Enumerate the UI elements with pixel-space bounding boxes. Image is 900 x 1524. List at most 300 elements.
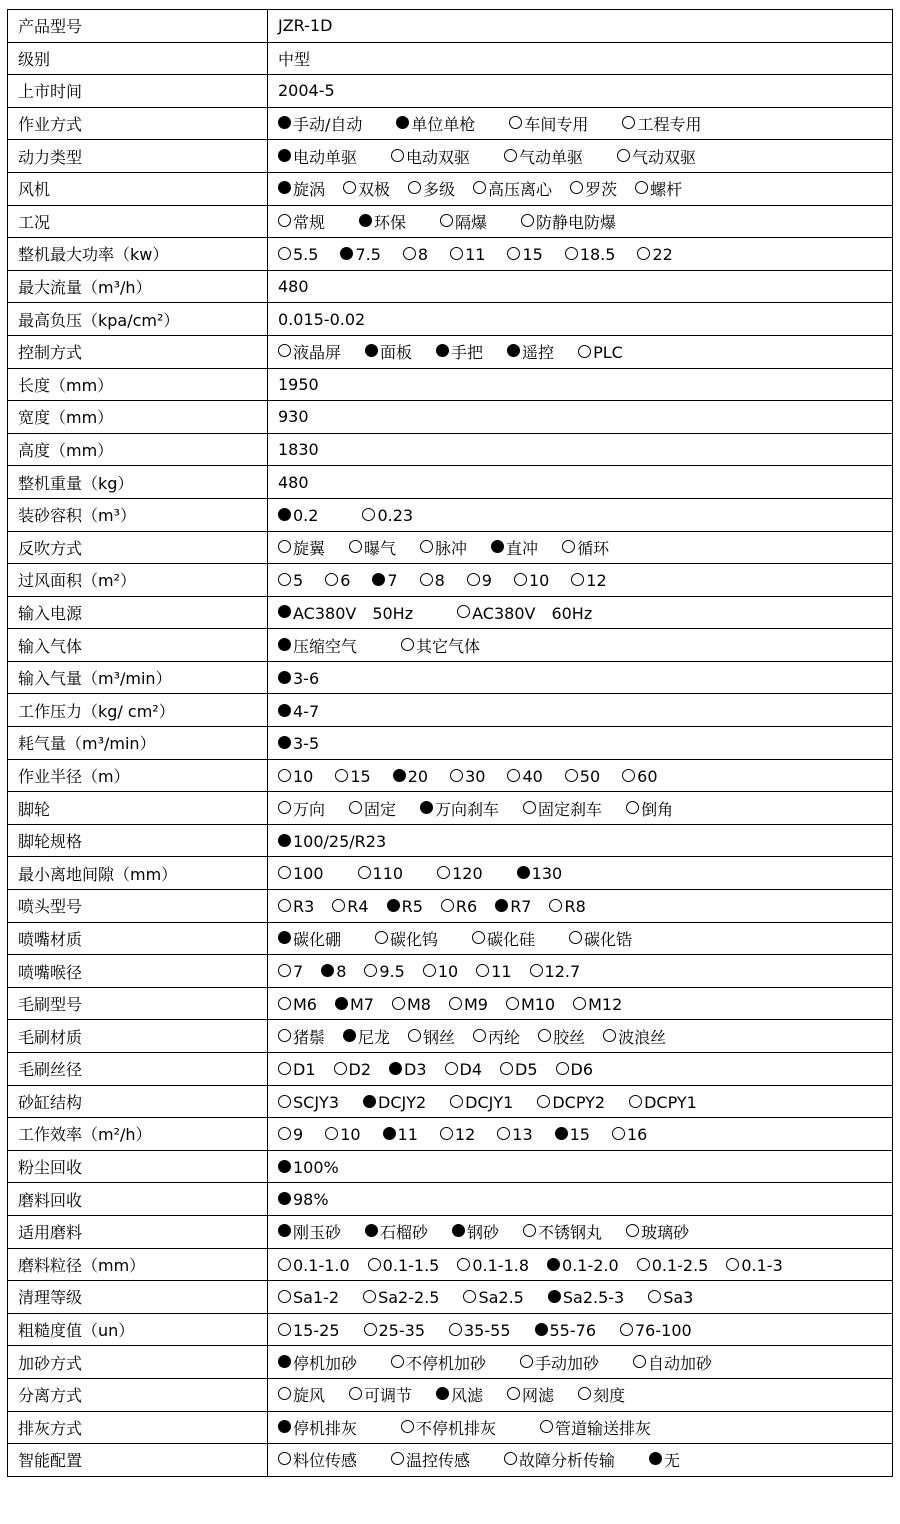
option-item [648, 1287, 693, 1307]
empty-circle-icon [612, 1127, 625, 1140]
option-item [278, 766, 313, 786]
option-item [278, 896, 314, 916]
table-row [8, 303, 893, 336]
table-row [8, 661, 893, 694]
option-item [368, 1255, 440, 1275]
option-label: 15 [522, 245, 543, 265]
table-row [8, 270, 893, 303]
empty-circle-icon [538, 1029, 551, 1042]
empty-circle-icon [457, 605, 470, 618]
option-label: 11 [491, 962, 512, 982]
row-value [268, 1150, 893, 1183]
option-item [555, 1124, 590, 1144]
option-label: 5.5 [293, 245, 319, 265]
row-label: 耗气量（m³/min） [8, 727, 268, 760]
empty-circle-icon [368, 1258, 381, 1271]
row-value [268, 205, 893, 238]
option-label: 车间专用 [524, 115, 589, 135]
empty-circle-icon [278, 1127, 291, 1140]
row-label: 智能配置 [8, 1444, 268, 1477]
option-label: Sa1-2 [293, 1288, 340, 1308]
option-item [626, 797, 673, 820]
option-label: D1 [293, 1060, 316, 1080]
filled-circle-icon [452, 1224, 465, 1237]
row-label: 风机 [8, 172, 268, 205]
option-item [617, 145, 696, 168]
option-item [449, 994, 488, 1014]
option-item [363, 1287, 439, 1307]
option-label: 15-25 [293, 1320, 340, 1340]
option-item [603, 1025, 666, 1048]
option-item [335, 994, 374, 1014]
row-label: 工作压力（kg/ cm²） [8, 694, 268, 727]
option-label: 10 [293, 766, 314, 786]
option-label: M9 [463, 994, 488, 1014]
row-label: 上市时间 [8, 75, 268, 108]
option-item [278, 1059, 316, 1079]
option-item [535, 1320, 597, 1340]
row-label: 输入电源 [8, 596, 268, 629]
filled-circle-icon [393, 769, 406, 782]
option-label: 工程专用 [637, 115, 702, 135]
option-label: 遥控 [522, 343, 555, 363]
option-item [549, 896, 585, 916]
option-item [633, 1351, 712, 1374]
empty-circle-icon [569, 931, 582, 944]
option-item [278, 1255, 350, 1275]
option-item [364, 961, 404, 981]
option-label: 8 [336, 962, 347, 982]
option-item [517, 863, 563, 883]
option-label: 故障分析传输 [519, 1451, 616, 1471]
row-value [268, 922, 893, 955]
empty-circle-icon [278, 214, 291, 227]
option-label: 8 [417, 245, 429, 265]
table-row [8, 1215, 893, 1248]
row-label: 毛刷型号 [8, 987, 268, 1020]
row-label: 宽度（mm） [8, 401, 268, 434]
table-row [8, 498, 893, 531]
filled-circle-icon [278, 638, 291, 651]
table-row [8, 10, 893, 43]
option-label: AC380V 60Hz [472, 603, 593, 623]
option-label: Sa2.5 [478, 1288, 524, 1308]
row-value [268, 1313, 893, 1346]
option-label: 环保 [374, 212, 407, 232]
row-value [268, 661, 893, 694]
option-label: 16 [626, 1125, 648, 1145]
option-label: 15 [569, 1125, 590, 1145]
empty-circle-icon [635, 181, 648, 194]
option-label: 3-6 [293, 668, 320, 688]
row-label: 级别 [8, 42, 268, 75]
row-label: 脚轮 [8, 792, 268, 825]
row-label: 清理等级 [8, 1281, 268, 1314]
option-label: R8 [564, 897, 586, 917]
option-label: 碳化硼 [293, 929, 342, 949]
empty-circle-icon [620, 1323, 633, 1336]
empty-circle-icon [401, 1420, 414, 1433]
option-label: 40 [522, 766, 543, 786]
empty-circle-icon [391, 1452, 404, 1465]
empty-circle-icon [523, 1224, 536, 1237]
row-label: 整机重量（kg） [8, 466, 268, 499]
option-label: 碳化钨 [390, 929, 439, 949]
empty-circle-icon [565, 247, 578, 260]
option-label: D6 [570, 1060, 593, 1080]
empty-circle-icon [520, 1355, 533, 1368]
option-item [523, 1220, 602, 1243]
empty-circle-icon [408, 181, 421, 194]
option-item [278, 1025, 325, 1048]
option-item [562, 536, 609, 559]
option-item [278, 1287, 339, 1307]
option-label: M12 [588, 994, 623, 1014]
filled-circle-icon [335, 997, 348, 1010]
filled-circle-icon [372, 573, 385, 586]
option-item [445, 1059, 483, 1079]
option-label: 0.2 [293, 505, 319, 525]
option-label: 50 [579, 766, 601, 786]
option-item [401, 634, 480, 657]
empty-circle-icon [637, 247, 650, 260]
option-item [278, 1448, 357, 1471]
option-item [476, 961, 511, 981]
table-row [8, 466, 893, 499]
option-item [391, 1351, 486, 1374]
empty-circle-icon [437, 866, 450, 879]
option-item [396, 112, 475, 135]
row-label: 整机最大功率（kw） [8, 238, 268, 271]
empty-circle-icon [571, 573, 584, 586]
filled-circle-icon [649, 1452, 662, 1465]
option-label: 可调节 [364, 1386, 413, 1406]
option-label: 手动加砂 [535, 1353, 600, 1373]
row-value [268, 1053, 893, 1086]
option-item [343, 177, 390, 200]
empty-circle-icon [278, 801, 291, 814]
option-item [365, 340, 412, 363]
row-value: 480 [268, 466, 893, 499]
empty-circle-icon [500, 1062, 513, 1075]
empty-circle-icon [549, 899, 562, 912]
option-item [452, 1220, 499, 1243]
option-label: 旋翼 [293, 538, 326, 558]
empty-circle-icon [278, 1452, 291, 1465]
empty-circle-icon [278, 964, 291, 977]
option-label: 料位传感 [293, 1451, 358, 1471]
option-label: 猪鬃 [293, 1027, 326, 1047]
option-item [372, 570, 397, 590]
table-row [8, 1085, 893, 1118]
empty-circle-icon [420, 540, 433, 553]
table-row [8, 1150, 893, 1183]
option-item [635, 177, 682, 200]
row-label: 动力类型 [8, 140, 268, 173]
empty-circle-icon [364, 964, 377, 977]
row-value [268, 1411, 893, 1444]
option-label: 22 [652, 245, 673, 265]
option-item [507, 766, 542, 786]
empty-circle-icon [578, 1387, 591, 1400]
option-item [538, 1025, 585, 1048]
option-label: 高压离心 [488, 180, 553, 200]
empty-circle-icon [278, 866, 291, 879]
option-item [440, 1124, 475, 1144]
option-label: 玻璃砂 [641, 1223, 690, 1243]
option-label: 管道输送排灰 [555, 1418, 652, 1438]
empty-circle-icon [622, 769, 635, 782]
option-label: 100/25/R23 [293, 831, 387, 851]
empty-circle-icon [278, 1387, 291, 1400]
row-label: 装砂容积（m³） [8, 498, 268, 531]
row-label: 工况 [8, 205, 268, 238]
option-item [325, 570, 350, 590]
option-item [523, 797, 602, 820]
empty-circle-icon [278, 573, 291, 586]
option-label: M8 [406, 994, 431, 1014]
row-label: 输入气量（m³/min） [8, 661, 268, 694]
option-label: 11 [465, 245, 486, 265]
option-label: PLC [593, 342, 623, 362]
filled-circle-icon [396, 116, 409, 129]
option-label: 10 [528, 571, 550, 591]
option-label: 曝气 [364, 538, 397, 558]
option-label: 8 [434, 571, 445, 591]
option-item [278, 733, 319, 753]
empty-circle-icon [450, 247, 463, 260]
option-label: 固定 [364, 799, 397, 819]
empty-circle-icon [363, 1290, 376, 1303]
option-item [420, 797, 499, 820]
row-label: 最小离地间隙（mm） [8, 857, 268, 890]
row-value [268, 955, 893, 988]
option-label: 丙纶 [488, 1027, 521, 1047]
option-item [449, 1320, 511, 1340]
option-label: R7 [510, 897, 532, 917]
filled-circle-icon [278, 1192, 291, 1205]
filled-circle-icon [363, 1095, 376, 1108]
empty-circle-icon [626, 801, 639, 814]
table-row [8, 955, 893, 988]
option-item [457, 1255, 529, 1275]
option-label: 液晶屏 [293, 343, 342, 363]
row-label: 磨料粒径（mm） [8, 1248, 268, 1281]
option-item [420, 536, 467, 559]
empty-circle-icon [506, 997, 519, 1010]
option-label: 刚玉砂 [293, 1223, 342, 1243]
option-item [362, 505, 413, 525]
row-value [268, 857, 893, 890]
row-value [268, 1248, 893, 1281]
option-label: 防静电防爆 [536, 212, 617, 232]
empty-circle-icon [349, 540, 362, 553]
option-item [571, 570, 606, 590]
empty-circle-icon [562, 540, 575, 553]
option-item [622, 112, 701, 135]
empty-circle-icon [637, 1258, 650, 1271]
option-label: 钢砂 [467, 1223, 500, 1243]
option-label: 100% [293, 1157, 339, 1177]
option-label: 10 [437, 962, 459, 982]
option-label: 0.1-2.0 [562, 1255, 619, 1275]
option-label: 罗茨 [585, 180, 618, 200]
option-item [530, 961, 581, 981]
option-item [278, 145, 357, 168]
row-value [268, 1085, 893, 1118]
filled-circle-icon [278, 1160, 291, 1173]
empty-circle-icon [648, 1290, 661, 1303]
option-item [491, 536, 538, 559]
option-item [637, 1255, 709, 1275]
option-item [565, 766, 600, 786]
option-item [278, 112, 362, 135]
option-item [649, 1448, 680, 1471]
empty-circle-icon [622, 116, 635, 129]
empty-circle-icon [278, 769, 291, 782]
option-item [504, 145, 583, 168]
filled-circle-icon [436, 344, 449, 357]
option-label: 停机加砂 [293, 1353, 358, 1373]
row-value [268, 792, 893, 825]
option-label: 不锈钢丸 [538, 1223, 603, 1243]
row-label: 工作效率（m²/h） [8, 1118, 268, 1151]
row-value: 1950 [268, 368, 893, 401]
filled-circle-icon [548, 1290, 561, 1303]
empty-circle-icon [463, 1290, 476, 1303]
table-row [8, 1444, 893, 1477]
option-item [393, 766, 428, 786]
row-value [268, 1215, 893, 1248]
option-label: 60 [637, 766, 658, 786]
option-item [726, 1255, 782, 1275]
option-item [349, 536, 396, 559]
option-item [278, 831, 386, 851]
empty-circle-icon [504, 149, 517, 162]
empty-circle-icon [278, 1095, 291, 1108]
option-label: 双极 [358, 180, 391, 200]
option-label: 120 [452, 864, 483, 884]
empty-circle-icon [349, 1387, 362, 1400]
option-label: 自动加砂 [648, 1353, 713, 1373]
row-value [268, 1346, 893, 1379]
option-label: 100 [293, 864, 324, 884]
option-item [620, 1320, 692, 1340]
row-value: 1830 [268, 433, 893, 466]
table-row [8, 922, 893, 955]
filled-circle-icon [343, 1029, 356, 1042]
filled-circle-icon [278, 671, 291, 684]
option-label: 5 [293, 571, 304, 591]
option-item [473, 177, 552, 200]
filled-circle-icon [321, 964, 334, 977]
table-row [8, 1248, 893, 1281]
option-item [278, 701, 319, 721]
option-item [335, 766, 370, 786]
option-item [504, 1448, 615, 1471]
row-value [268, 824, 893, 857]
option-item [278, 210, 325, 233]
option-item [278, 961, 303, 981]
option-item [278, 994, 317, 1014]
option-item [375, 927, 438, 950]
option-item [278, 1092, 339, 1112]
option-item [278, 1351, 357, 1374]
row-label: 脚轮规格 [8, 824, 268, 857]
row-label: 反吹方式 [8, 531, 268, 564]
option-label: 电动单驱 [293, 147, 358, 167]
option-item [420, 570, 445, 590]
filled-circle-icon [507, 344, 520, 357]
row-value [268, 1444, 893, 1477]
option-item [497, 1124, 532, 1144]
option-label: 隔爆 [455, 212, 488, 232]
empty-circle-icon [507, 769, 520, 782]
empty-circle-icon [278, 1323, 291, 1336]
option-label: 钢丝 [423, 1027, 456, 1047]
row-label: 分离方式 [8, 1378, 268, 1411]
row-label: 控制方式 [8, 335, 268, 368]
row-label: 砂缸结构 [8, 1085, 268, 1118]
row-value [268, 1281, 893, 1314]
option-item [363, 1092, 426, 1112]
row-value [268, 498, 893, 531]
spec-table [7, 9, 893, 1477]
filled-circle-icon [278, 508, 291, 521]
table-row [8, 433, 893, 466]
option-item [278, 570, 303, 590]
option-label: 55-76 [549, 1320, 596, 1340]
row-label: 高度（mm） [8, 433, 268, 466]
option-label: 电动双驱 [406, 147, 471, 167]
option-item [278, 1383, 325, 1406]
row-value [268, 238, 893, 271]
option-item [278, 1157, 339, 1177]
filled-circle-icon [340, 247, 353, 260]
empty-circle-icon [473, 1029, 486, 1042]
option-label: 压缩空气 [293, 636, 358, 656]
filled-circle-icon [278, 834, 291, 847]
table-row [8, 42, 893, 75]
table-row [8, 1020, 893, 1053]
empty-circle-icon [278, 1029, 291, 1042]
row-label: 产品型号 [8, 10, 268, 43]
row-value: 0.015-0.02 [268, 303, 893, 336]
table-row [8, 629, 893, 662]
option-label: AC380V 50Hz [293, 603, 414, 623]
empty-circle-icon [556, 1062, 569, 1075]
empty-circle-icon [343, 181, 356, 194]
table-row [8, 792, 893, 825]
option-item [473, 1025, 520, 1048]
empty-circle-icon [617, 149, 630, 162]
option-label: 固定刹车 [538, 799, 603, 819]
filled-circle-icon [278, 1420, 291, 1433]
option-label: D4 [459, 1060, 482, 1080]
empty-circle-icon [497, 1127, 510, 1140]
option-label: 不停机排灰 [416, 1418, 497, 1438]
empty-circle-icon [349, 801, 362, 814]
option-item [358, 863, 404, 883]
option-label: 万向 [293, 799, 326, 819]
option-label: 35-55 [464, 1320, 511, 1340]
option-label: M10 [520, 994, 556, 1014]
row-value [268, 1378, 893, 1411]
empty-circle-icon [578, 345, 591, 358]
option-item [463, 1287, 523, 1307]
empty-circle-icon [514, 573, 527, 586]
row-label: 喷嘴材质 [8, 922, 268, 955]
